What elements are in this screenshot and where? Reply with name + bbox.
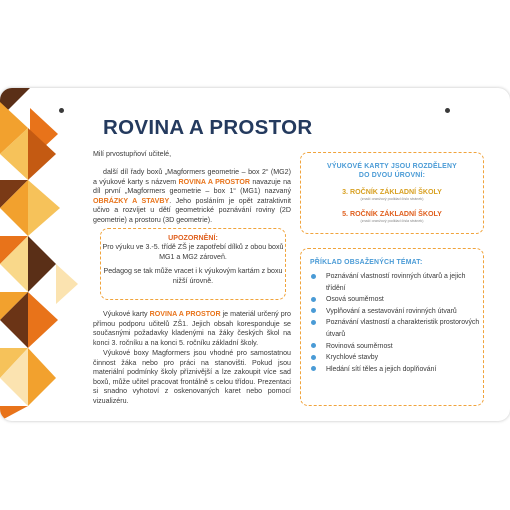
topics-box (300, 248, 484, 406)
levels-heading: VÝUKOVÉ KARTY JSOU ROZDĚLENY DO DVOU ÚROVNÍ: (327, 163, 457, 179)
intro-paragraph: další díl řady boxů „Magformers geometrie – box 2“ (MG2) a výukové karty s názvem ROVINA A PROSTOR navazuje na díl první „Magformers geometrie – box 1“ (MG1) nazvaný OBRÁZKY A STAVBY. Jeho posláním je opět zatraktivnit učivo a rozvíjet u dětí geometrické poznávání roviny (2D geometrie) a prostoru (3D geometrie). (93, 168, 292, 224)
bullet-icon (311, 355, 316, 360)
level-3 (301, 188, 483, 202)
levels-box (300, 152, 484, 234)
list-item: Osová souměrnost (311, 294, 481, 306)
purpose-paragraph: Výukové karty ROVINA A PROSTOR je materiál určený pro přímou podporu učitelů ZŠ1. Jejich obsah koresponduje se současnými požadavky kladenými na žáky českých škol na konci 3. ročníku a na konci 5. ročníku základní školy. (93, 310, 291, 347)
level-5-note: (značí oranžový podklad čísla stránek) (360, 218, 424, 223)
level-3-note: (značí oranžový podklad číslo stránek) (360, 197, 424, 201)
list-item: Poznávání vlastností rovinných útvarů a jejich třídění (311, 271, 481, 294)
bullet-icon (311, 297, 316, 302)
list-item: Hledání sítí těles a jejich doplňování (311, 364, 481, 376)
punch-hole-left (59, 108, 64, 113)
bullet-icon (311, 366, 316, 371)
highlight-title-2: ROVINA A PROSTOR (149, 310, 221, 318)
warning-line-2: Pedagog se tak může vracet i k výukovým kartám z boxu nižší úrovně. (103, 267, 283, 285)
list-item: Vyplňování a sestavování rovinných útvarů (311, 306, 481, 318)
list-item: Krychlové stavby (311, 352, 481, 364)
bullet-icon (311, 308, 316, 313)
punch-hole-right (445, 108, 450, 113)
page-title: ROVINA A PROSTOR (103, 116, 313, 139)
warning-title: UPOZORNĚNÍ: (168, 234, 218, 242)
usage-paragraph: Výukové boxy Magformers jsou vhodné pro samostatnou činnost žáka nebo pro práci na stanovišti. Pokud jsou materiální podmínky školy příznivější a lze zakoupit více sad boxů, může učitel pracovat frontálně s celou třídou. Prezentaci si snadno vyhotoví z oskenovaných karet nebo pomocí vizualizéru. (93, 349, 291, 405)
warning-line-1: Pro výuku ve 3.-5. třídě ZŠ je zapotřebí dílků z obou boxů MG1 a MG2 zároveň. (102, 243, 284, 261)
level-5-label: 5. ROČNÍK ZÁKLADNÍ ŠKOLY (342, 209, 442, 218)
warning-box (100, 228, 286, 300)
bullet-icon (311, 320, 316, 325)
level-3-label: 3. ROČNÍK ZÁKLADNÍ ŠKOLY (342, 188, 442, 196)
highlight-title: ROVINA A PROSTOR (178, 177, 251, 186)
greeting: Milí prvostupňoví učitelé, (93, 150, 172, 158)
topics-heading: PŘÍKLAD OBSAŽENÝCH TÉMAT: (310, 259, 423, 266)
topic-list (311, 271, 481, 375)
list-item: Poznávání vlastností a charakteristik prostorových útvarů (311, 317, 481, 340)
highlight-series: OBRÁZKY A STAVBY (93, 196, 170, 205)
list-item: Rovinová souměrnost (311, 341, 481, 353)
level-5 (301, 210, 483, 224)
bullet-icon (311, 343, 316, 348)
triangle-pattern-decoration (0, 88, 78, 421)
info-card (0, 88, 510, 421)
bullet-icon (311, 274, 316, 279)
